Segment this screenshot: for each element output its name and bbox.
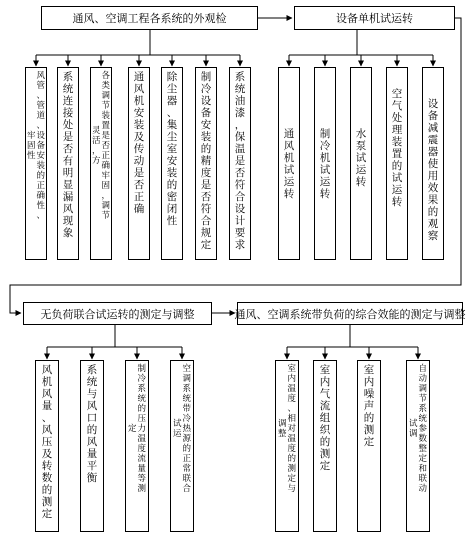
- unit-item-box: [314, 67, 336, 260]
- load-item-box: [275, 360, 299, 532]
- visual-check-box: 通风、空调工程各系统的外观检: [41, 6, 258, 30]
- item-label: 设 备 减 震 器 使 用 效 果 的 观 察: [427, 98, 439, 242]
- item-label: 制 冷 系 统 的 压 力 温 度 流 量 等 测 定: [127, 364, 147, 494]
- noload-test-box: 无负荷联合试运转的测定与调整: [23, 302, 212, 325]
- item-label: 风 管 、 管 道 、 设 备 安 装 的 正 确 性 、 牢 固 性: [26, 71, 46, 221]
- load-test-box: 通风、空调系统带负荷的综合效能的测定与调整: [237, 302, 463, 325]
- unit-item-box: [278, 67, 300, 260]
- item-label: 系 统 连 接 处 是 否 有 明 显 漏 风 现 象: [62, 71, 74, 239]
- load-item-box: [313, 360, 337, 532]
- visual-item-box: [25, 67, 47, 260]
- item-label: 风 机 风 量 、 风 压 及 转 数 的 测 定: [41, 364, 53, 520]
- visual-item-box: [128, 67, 150, 260]
- unit-item-box: [350, 67, 372, 260]
- item-label: 系 统 油 漆 ， 保 温 是 否 符 合 设 计 要 求: [234, 71, 246, 251]
- noload-item-box: [170, 360, 194, 532]
- unit-item-box: [386, 67, 408, 260]
- load-item-box: [357, 360, 381, 532]
- visual-item-box: [195, 67, 217, 260]
- item-label: 制 冷 机 试 运 转: [319, 128, 331, 200]
- item-label: 除 尘 器 、 集 尘 室 安 装 的 密 闭 性: [166, 71, 178, 227]
- item-label: 系 统 与 风 口 的 风 量 平 衡: [86, 364, 98, 484]
- visual-item-box: [161, 67, 183, 260]
- visual-item-box: [57, 67, 79, 260]
- noload-item-box: [35, 360, 59, 532]
- item-label: 水 泵 试 运 转: [355, 128, 367, 188]
- noload-item-box: [80, 360, 104, 532]
- visual-item-box: [229, 67, 251, 260]
- item-label: 室 内 温 度 、 相 对 温 度 的 测 定 与 调 整: [277, 364, 297, 494]
- item-label: 室 内 噪 声 的 测 定: [363, 364, 375, 448]
- visual-item-box: [90, 67, 112, 260]
- unit-item-box: [422, 67, 444, 260]
- item-label: 自 动 调 节 系 统 参 数 整 定 和 联 动 试 调: [408, 364, 428, 494]
- item-label: 制 冷 设 备 安 装 的 精 度 是 否 符 合 规 定: [200, 71, 212, 251]
- noload-item-box: [125, 360, 149, 532]
- item-label: 空 调 系 统 带 冷 热 源 的 正 常 联 合 试 运: [172, 364, 192, 494]
- item-label: 空 气 处 理 装 置 的 试 运 转: [391, 88, 403, 208]
- item-label: 通 风 机 安 装 及 传 动 是 否 正 确: [133, 71, 145, 215]
- item-label: 通 风 机 试 运 转: [283, 128, 295, 200]
- item-label: 各 类 调 节 装 置 是 否 正 确 牢 固 ， 调 节 灵 活 ， 方: [91, 71, 111, 221]
- item-label: 室 内 气 流 组 织 的 测 定: [319, 364, 331, 472]
- load-item-box: [406, 360, 430, 532]
- unit-test-box: 设备单机试运转: [294, 6, 455, 30]
